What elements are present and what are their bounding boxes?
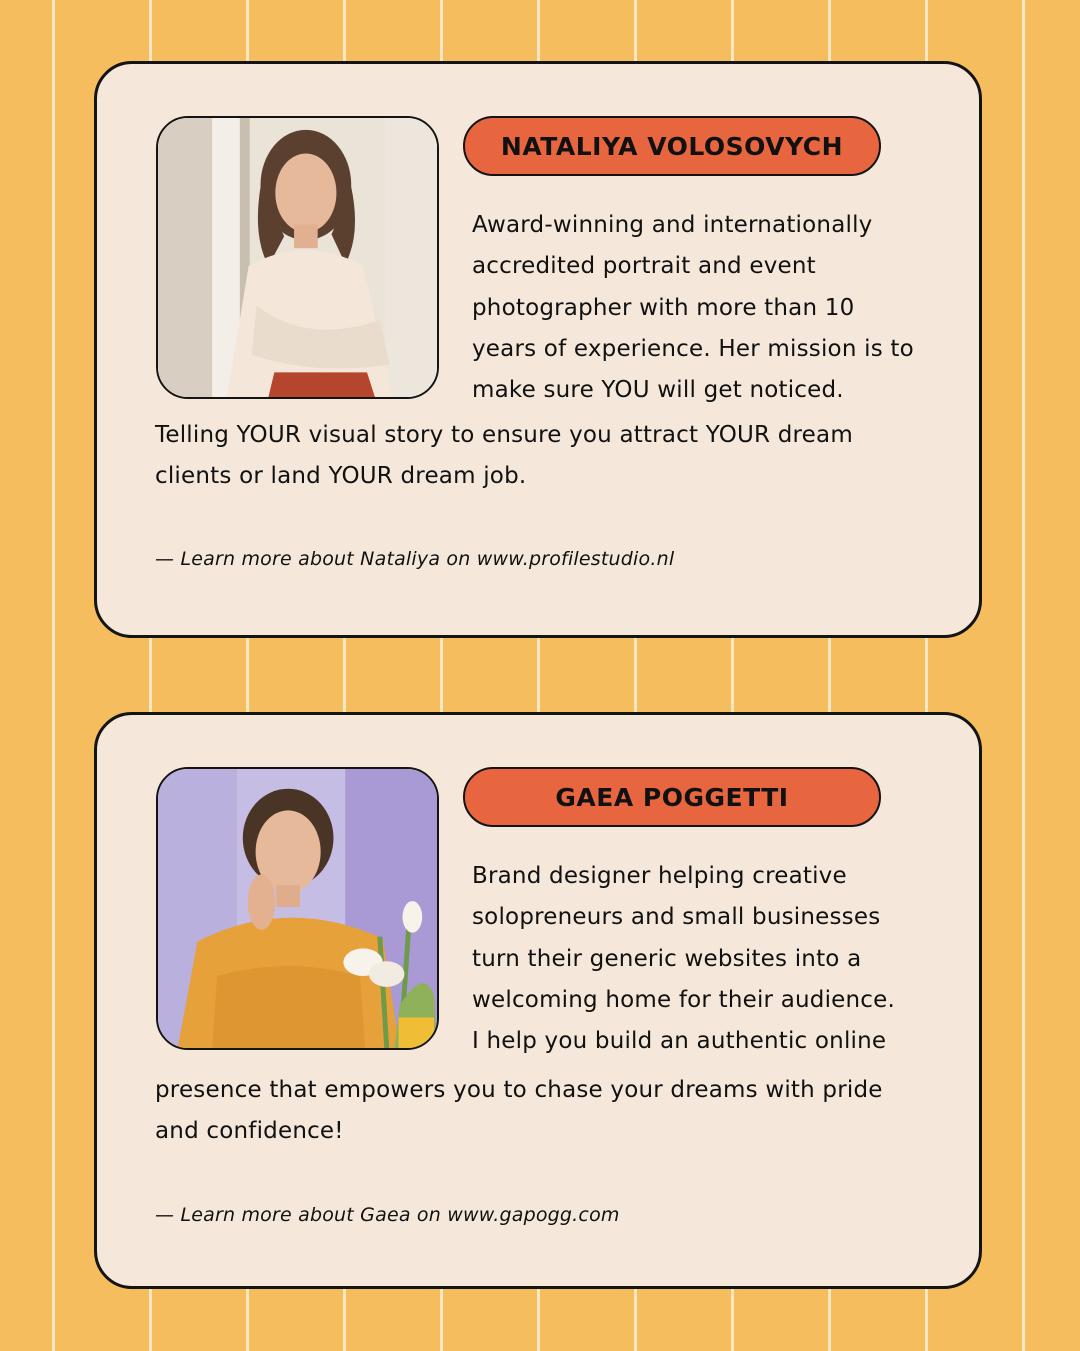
bio-line: clients or land YOUR dream job.: [155, 463, 527, 490]
portrait-photo-icon: [158, 118, 437, 397]
profile-bio-full: [155, 415, 955, 498]
profile-bio-side: [472, 856, 962, 1062]
portrait-photo-icon: [158, 769, 437, 1048]
bio-line: photographer with more than 10: [472, 294, 855, 321]
profile-bio-side: [472, 205, 962, 411]
bio-line: I help you build an authentic online: [472, 1028, 887, 1055]
bio-line: accredited portrait and event: [472, 253, 816, 280]
bio-line: solopreneurs and small businesses: [472, 904, 881, 931]
learn-more-link[interactable]: — Learn more about Nataliya on www.profilestudio.nl: [155, 548, 675, 570]
gaea-portrait-photo: [156, 767, 439, 1050]
bio-line: make sure YOU will get noticed.: [472, 377, 844, 404]
learn-more-link[interactable]: — Learn more about Gaea on www.gapogg.com: [155, 1204, 620, 1226]
bio-line: and confidence!: [155, 1118, 344, 1145]
profile-name-badge: GAEA POGGETTI: [463, 767, 881, 827]
bio-line: Award-winning and internationally: [472, 212, 873, 238]
profile-card-nataliya: [94, 61, 982, 638]
profile-bio-full: [155, 1070, 955, 1153]
profile-card-gaea: [94, 712, 982, 1289]
bio-line: welcoming home for their audience.: [472, 986, 896, 1013]
bio-line: turn their generic websites into a: [472, 945, 862, 972]
bio-line: years of experience. Her mission is to: [472, 335, 914, 362]
bio-line: presence that empowers you to chase your dreams with pride: [155, 1077, 883, 1103]
profile-name-badge: NATALIYA VOLOSOVYCH: [463, 116, 881, 176]
nataliya-portrait-photo: [156, 116, 439, 399]
bio-line: Brand designer helping creative: [472, 863, 847, 889]
bio-line: Telling YOUR visual story to ensure you attract YOUR dream: [155, 422, 853, 448]
